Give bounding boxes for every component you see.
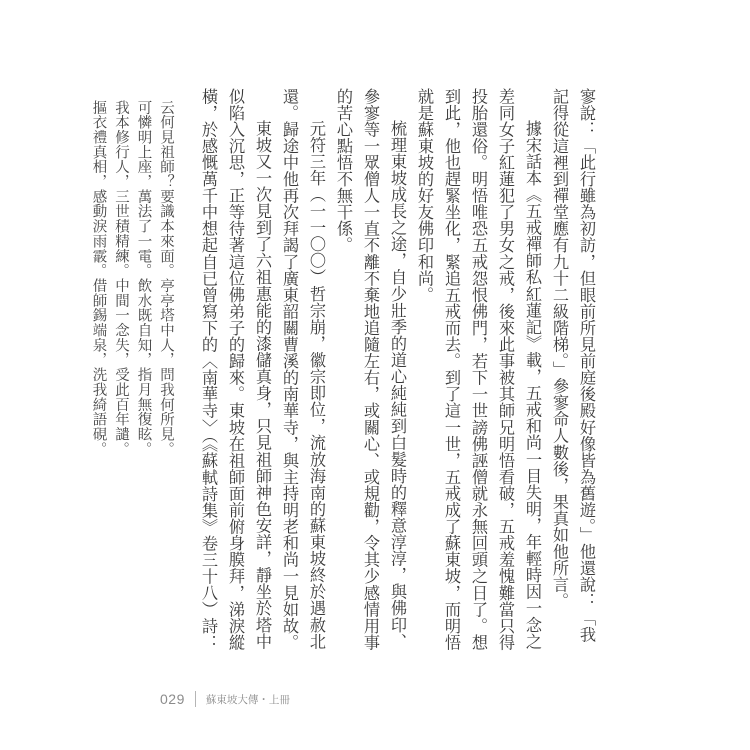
page-footer <box>160 689 290 709</box>
paragraph: 據宋話本《五戒禪師私紅蓮記》載，五戒和尚一目失明，年輕時因一念之差同女子紅蓮犯了男女之戒，後來此事被其師兄明悟看破，五戒羞愧難當只得投胎還俗。明悟唯恐五戒怨恨佛門，若下一世謗佛誣僧就永無回頭之日了。想到此，他也趕緊坐化，緊追五戒而去。到了這一世，五戒成了蘇東坡，而明悟就是蘇東坡的好友佛印和尚。 <box>415 88 542 651</box>
poem-line: 我本修行人，三世積精練。中間一念失，受此百年譴。 <box>113 100 129 457</box>
paragraph: 元符三年（一一〇〇）哲宗崩，徽宗即位，流放海南的蘇東坡終於遇赦北還。歸途中他再次拜謁了廣東韶關曹溪的南華寺，與主持明老和尚一見如故。 <box>280 88 326 651</box>
vertical-text-body <box>87 88 600 658</box>
poem-line: 云何見祖師？要識本來面。亭亭塔中人，問我何所見。 <box>158 100 174 457</box>
paragraph: 梳理東坡成長之途，自少壯季的道心純純到白髮時的釋意淳淳，與佛印、參寥等一眾僧人一直不離不棄地追隨左右，或關心、或規勸，令其少感情用事的苦心點悟不無干係。 <box>334 88 407 651</box>
paragraph: 東坡又一次見到了六祖惠能的漆儲真身，只見祖師神色安詳，靜坐於塔中似陷入沉思，正等待著這位佛弟子的歸來。東坡在祖師面前俯身膜拜，涕淚縱橫，於感慨萬千中想起自已曾寫下的〈南華寺〉（《蘇軾詩集》卷三十八）詩： <box>199 88 272 652</box>
poem-line: 摳衣禮真相，感動淚雨霰。借師錫端泉，洗我綺語硯。 <box>90 100 107 457</box>
paragraph: 寥說：「此行雖為初訪，但眼前所見前庭後殿好像皆為舊遊。」他還說：「我記得從這裡到禪堂應有九十二級階梯。」參寥命人數後，果真如他所言。 <box>550 88 596 643</box>
poem-line: 可憐明上座，萬法了一電。飲水既自知，指月無復眩。 <box>135 100 152 457</box>
footer-divider <box>195 691 196 707</box>
poem-nanhua-temple <box>87 88 177 658</box>
page-number: 029 <box>160 691 185 707</box>
running-book-title: 蘇東坡大傳・上冊 <box>205 693 290 706</box>
